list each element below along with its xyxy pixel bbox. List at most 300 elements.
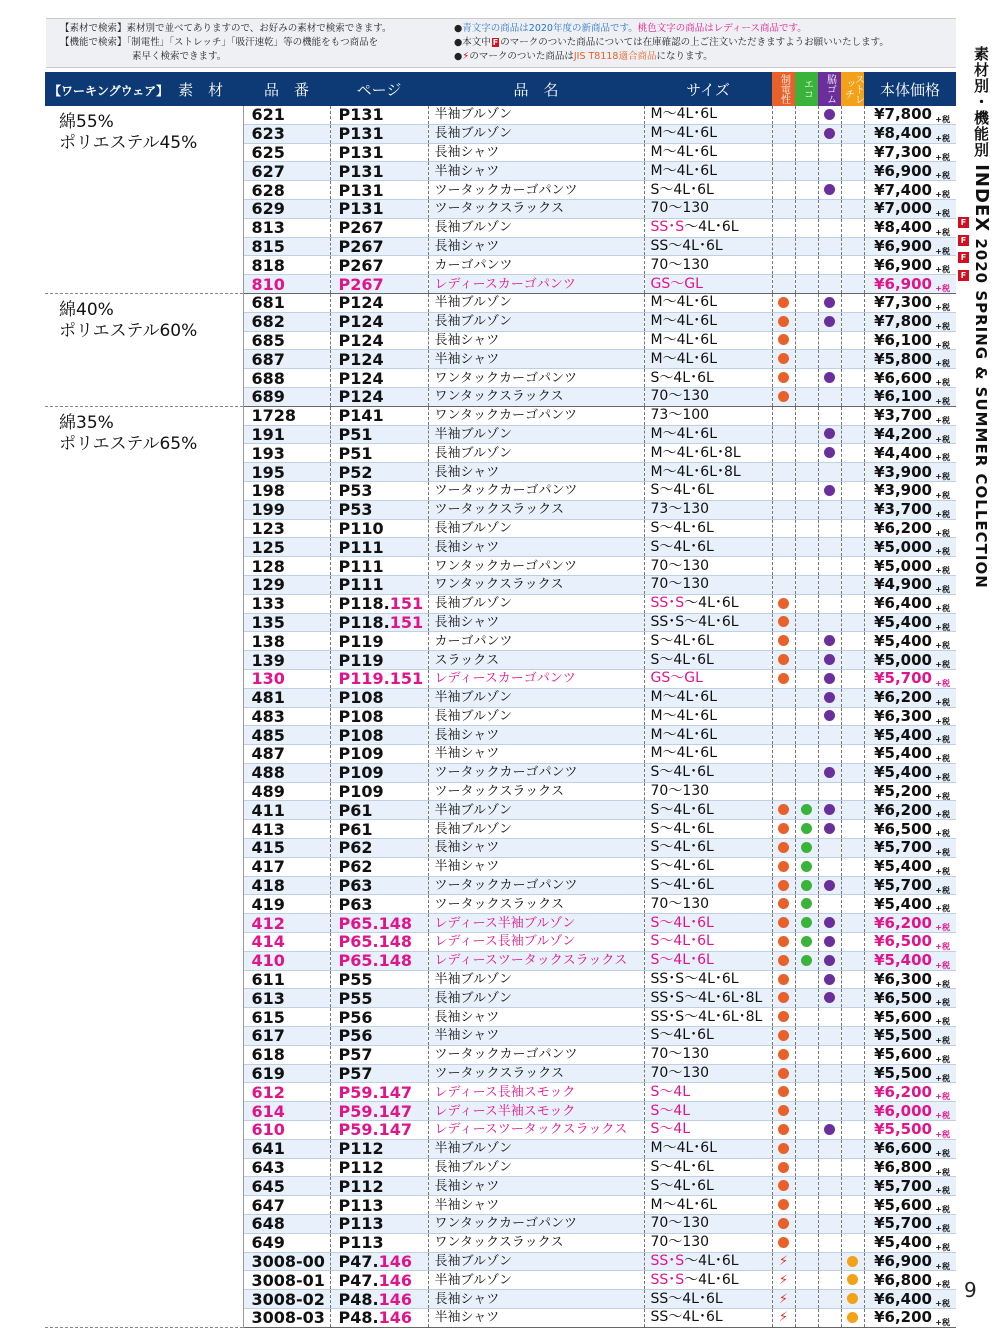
- tax-label: +税: [935, 942, 950, 952]
- item-name: 長袖ブルゾン: [428, 444, 644, 463]
- item-name: 長袖ブルゾン: [428, 519, 644, 538]
- page-ref-text: P131: [338, 180, 384, 200]
- price-value: ¥6,200: [874, 688, 932, 707]
- price-value: ¥6,300: [874, 707, 932, 725]
- item-price: [864, 557, 956, 576]
- antistatic-dot-icon: [778, 297, 789, 308]
- side-elastic-flag: [818, 557, 841, 576]
- item-price: [864, 199, 956, 218]
- size-text: 70〜130: [650, 557, 710, 574]
- antistatic-flag: [772, 1027, 795, 1046]
- antistatic-flag: [772, 613, 795, 632]
- item-name: ツータックカーゴパンツ: [428, 1045, 644, 1064]
- price-value: ¥3,900: [874, 462, 932, 481]
- tax-label: +税: [935, 754, 950, 764]
- page-ref-text: P109: [338, 782, 384, 801]
- size-text: S〜4L･6L: [650, 632, 714, 649]
- page-ref: [330, 1290, 428, 1309]
- stretch-flag: [841, 1008, 864, 1027]
- size-text: S〜4L･6L: [650, 1027, 714, 1044]
- stretch-flag: [841, 1252, 864, 1271]
- antistatic-flag: [772, 707, 795, 726]
- stretch-flag: [841, 1177, 864, 1196]
- antistatic-flag: [772, 688, 795, 707]
- item-name: ツータックカーゴパンツ: [428, 481, 644, 500]
- side-elastic-flag: [818, 1309, 841, 1328]
- side-elastic-flag: [818, 726, 841, 745]
- item-code: 139: [243, 651, 330, 670]
- antistatic-flag: [772, 669, 795, 688]
- item-name: 半袖ブルゾン: [428, 1271, 644, 1290]
- item-code: 1728: [243, 406, 330, 425]
- stretch-flag: [841, 839, 864, 858]
- item-size: [644, 350, 772, 369]
- item-size: [644, 106, 772, 124]
- price-value: ¥6,500: [874, 932, 932, 951]
- side-elastic-flag: [818, 782, 841, 801]
- bullet: ●: [454, 51, 463, 62]
- item-price: [864, 970, 956, 989]
- page-ref-text: P59.147: [338, 1120, 412, 1140]
- side-title: [968, 46, 992, 589]
- size-text: S〜4L･6L: [650, 914, 714, 931]
- antistatic-flag: [772, 331, 795, 350]
- item-size: [644, 256, 772, 275]
- eco-flag: [795, 820, 818, 839]
- size-text: SS〜4L･6L: [650, 1309, 723, 1326]
- stretch-flag: [841, 594, 864, 613]
- page-ref: [330, 575, 428, 594]
- page-ref-text: P108: [338, 725, 384, 745]
- tax-label: +税: [935, 1205, 950, 1215]
- item-price: [864, 613, 956, 632]
- header-stretch: ストレッチ: [842, 74, 864, 104]
- item-name: 長袖ブルゾン: [428, 594, 644, 613]
- item-size: [644, 1121, 772, 1140]
- side-elastic-dot-icon: [824, 936, 835, 947]
- eco-flag: [795, 143, 818, 162]
- size-text: M〜4L･6L: [650, 294, 717, 311]
- page-number: 9: [964, 1278, 977, 1302]
- antistatic-dot-icon: [778, 823, 789, 834]
- tax-label: +税: [935, 1167, 950, 1177]
- stretch-flag: [841, 951, 864, 970]
- page-ref-text: P267: [338, 255, 384, 275]
- price-value: ¥6,200: [874, 1308, 932, 1327]
- page-ref-text: P53: [338, 500, 373, 520]
- tax-label: +税: [935, 115, 950, 124]
- stretch-flag: [841, 406, 864, 425]
- stretch-flag: [841, 782, 864, 801]
- page-ref-text: P267: [338, 274, 384, 294]
- page-ref-text: P59.147: [338, 1101, 412, 1121]
- page-ref: [330, 970, 428, 989]
- stretch-flag: [841, 557, 864, 576]
- eco-flag: [795, 575, 818, 594]
- side-elastic-flag: [818, 688, 841, 707]
- stretch-dot-icon: [847, 1312, 858, 1323]
- item-price: [864, 218, 956, 237]
- item-code: 621: [243, 106, 330, 124]
- size-text: M〜4L･6L: [650, 162, 717, 179]
- item-code: 3008-01: [243, 1271, 330, 1290]
- side-elastic-flag: [818, 707, 841, 726]
- page-ref: [330, 1083, 428, 1102]
- item-price: [864, 1309, 956, 1328]
- item-code: 625: [243, 143, 330, 162]
- item-size: [644, 275, 772, 294]
- item-size: [644, 1064, 772, 1083]
- side-elastic-flag: [818, 1196, 841, 1215]
- f-mark-icon: F: [958, 252, 969, 263]
- item-name: 長袖シャツ: [428, 1290, 644, 1309]
- page-ref: [330, 1027, 428, 1046]
- stretch-flag: [841, 181, 864, 200]
- page-ref-text: P118.: [338, 613, 390, 632]
- page-ref-text: P55: [338, 970, 373, 989]
- price-value: ¥7,300: [874, 293, 932, 312]
- antistatic-dot-icon: [778, 992, 789, 1003]
- tax-label: +税: [935, 208, 950, 218]
- item-code: 123: [243, 519, 330, 538]
- item-name: ワンタックスラックス: [428, 387, 644, 406]
- note-text: になります。: [656, 51, 713, 62]
- item-code: 3008-02: [243, 1290, 330, 1309]
- item-size: [644, 782, 772, 801]
- item-price: [864, 1233, 956, 1252]
- page-ref: [330, 143, 428, 162]
- size-text: 73〜130: [650, 501, 710, 518]
- note-jis: [454, 50, 713, 63]
- price-value: ¥5,700: [874, 838, 932, 857]
- page-ref: [330, 387, 428, 406]
- size-ladies: SS･S: [650, 1253, 685, 1269]
- price-value: ¥6,900: [874, 237, 932, 255]
- size-text: S〜4L･6L: [650, 538, 714, 555]
- item-size: [644, 425, 772, 444]
- side-elastic-flag: [818, 1064, 841, 1083]
- size-text: 70〜130: [650, 1046, 710, 1063]
- material-line: ポリエステル45%: [59, 133, 198, 153]
- page-ref: [330, 707, 428, 726]
- antistatic-flag: [772, 218, 795, 237]
- page-ref-text: P65.148: [338, 932, 412, 952]
- eco-flag: [795, 1064, 818, 1083]
- tax-label: +税: [935, 1036, 950, 1046]
- item-name: ツータックカーゴパンツ: [428, 181, 644, 200]
- item-size: [644, 143, 772, 162]
- item-code: 643: [243, 1158, 330, 1177]
- side-elastic-dot-icon: [824, 485, 835, 496]
- side-title-collection: 2020 SPRING & SUMMER COLLECTION: [972, 238, 990, 589]
- side-elastic-flag: [818, 500, 841, 519]
- antistatic-flag: [772, 124, 795, 143]
- tax-label: +税: [935, 340, 950, 350]
- page-ref-text: P63: [338, 894, 373, 914]
- eco-flag: [795, 707, 818, 726]
- page-ref: [330, 1271, 428, 1290]
- item-name: レディースカーゴパンツ: [428, 669, 644, 688]
- page-ref-text: P112: [338, 1158, 384, 1177]
- eco-flag: [795, 369, 818, 388]
- antistatic-flag: [772, 726, 795, 745]
- item-price: [864, 538, 956, 557]
- item-price: [864, 293, 956, 312]
- item-code: 645: [243, 1177, 330, 1196]
- f-mark-icon: F: [958, 217, 969, 228]
- side-elastic-flag: [818, 331, 841, 350]
- antistatic-dot-icon: [778, 917, 789, 928]
- material-line: 綿40%: [59, 299, 114, 320]
- page-ref-text: P119: [338, 631, 384, 651]
- eco-flag: [795, 1008, 818, 1027]
- size-text: 70〜130: [650, 1234, 710, 1251]
- size-text: M〜4L･6L: [650, 313, 717, 330]
- page-ref: [330, 613, 428, 632]
- table-header: [45, 72, 956, 106]
- item-price: [864, 1008, 956, 1027]
- item-price: [864, 669, 956, 688]
- eco-flag: [795, 801, 818, 820]
- tax-label: +税: [935, 678, 950, 688]
- stretch-flag: [841, 613, 864, 632]
- side-elastic-dot-icon: [824, 297, 835, 308]
- side-elastic-flag: [818, 406, 841, 425]
- item-size: [644, 613, 772, 632]
- side-elastic-flag: [818, 839, 841, 858]
- antistatic-flag: [772, 895, 795, 914]
- antistatic-flag: [772, 481, 795, 500]
- item-size: [644, 124, 772, 143]
- price-value: ¥3,900: [874, 481, 932, 500]
- side-elastic-flag: [818, 143, 841, 162]
- item-size: [644, 1233, 772, 1252]
- item-size: [644, 312, 772, 331]
- antistatic-dot-icon: [778, 673, 789, 684]
- page-ref-ladies: 146: [378, 1289, 412, 1309]
- item-name: ワンタックカーゴパンツ: [428, 557, 644, 576]
- price-value: ¥3,700: [874, 406, 932, 425]
- price-value: ¥6,900: [874, 274, 932, 293]
- note-text: ●本文中: [454, 37, 491, 48]
- stretch-flag: [841, 500, 864, 519]
- item-price: [864, 632, 956, 651]
- f-mark-icon: F: [492, 38, 499, 47]
- side-elastic-flag: [818, 1158, 841, 1177]
- page-ref-text: P56: [338, 1026, 373, 1046]
- page-ref: [330, 1158, 428, 1177]
- price-value: ¥5,600: [874, 1045, 932, 1064]
- eco-flag: [795, 387, 818, 406]
- tax-label: +税: [935, 960, 950, 970]
- page-ref: [330, 425, 428, 444]
- side-elastic-flag: [818, 181, 841, 200]
- page-ref: [330, 1309, 428, 1328]
- tax-label: +税: [935, 509, 950, 519]
- item-price: [864, 275, 956, 294]
- header-antistatic: 制電性: [772, 72, 795, 106]
- antistatic-dot-icon: [778, 1030, 789, 1041]
- page-ref: [330, 1064, 428, 1083]
- price-value: ¥5,500: [874, 1064, 932, 1083]
- item-code: 3008-00: [243, 1252, 330, 1271]
- eco-flag: [795, 613, 818, 632]
- item-name: 半袖シャツ: [428, 1309, 644, 1328]
- stretch-flag: [841, 688, 864, 707]
- eco-flag: [795, 1121, 818, 1140]
- item-code: 191: [243, 425, 330, 444]
- item-size: [644, 218, 772, 237]
- size-text: M〜4L･6L･8L: [650, 444, 741, 461]
- page-ref-text: P108: [338, 707, 384, 726]
- size-text: S〜4L･6L: [650, 369, 714, 386]
- antistatic-flag: [772, 1177, 795, 1196]
- stretch-flag: [841, 707, 864, 726]
- eco-flag: [795, 350, 818, 369]
- stretch-flag: [841, 1102, 864, 1121]
- page-ref: [330, 1045, 428, 1064]
- size-text: M〜4L･6L: [650, 689, 717, 706]
- item-size: [644, 895, 772, 914]
- page-ref-text: P59.147: [338, 1082, 412, 1102]
- antistatic-dot-icon: [778, 1143, 789, 1154]
- size-text: S〜4L･6L: [650, 651, 714, 668]
- antistatic-dot-icon: [778, 598, 789, 609]
- item-price: [864, 989, 956, 1008]
- eco-flag: [795, 951, 818, 970]
- item-size: [644, 801, 772, 820]
- item-price: [864, 500, 956, 519]
- item-size: [644, 481, 772, 500]
- note-new-items: 青文字の商品は2020年度の新商品です。: [462, 23, 638, 34]
- page-ref: [330, 181, 428, 200]
- antistatic-flag: [772, 1309, 795, 1328]
- price-value: ¥5,600: [874, 1007, 932, 1026]
- stretch-flag: [841, 162, 864, 181]
- stretch-flag: [841, 895, 864, 914]
- tax-label: +税: [935, 378, 950, 388]
- item-size: [644, 1215, 772, 1234]
- size-text: 〜4L･6L: [684, 595, 739, 612]
- side-elastic-flag: [818, 1177, 841, 1196]
- eco-flag: [795, 1083, 818, 1102]
- stretch-flag: [841, 970, 864, 989]
- antistatic-flag: [772, 839, 795, 858]
- item-name: 長袖ブルゾン: [428, 989, 644, 1008]
- page-ref-text: P57: [338, 1045, 373, 1065]
- page-ref: [330, 369, 428, 388]
- item-price: [864, 106, 956, 124]
- side-elastic-dot-icon: [824, 128, 835, 139]
- page-ref-text: P131: [338, 199, 384, 219]
- antistatic-flag: [772, 519, 795, 538]
- item-name: レディース長袖スモック: [428, 1083, 644, 1102]
- eco-flag: [795, 1139, 818, 1158]
- side-elastic-dot-icon: [824, 917, 835, 928]
- item-code: 810: [243, 275, 330, 294]
- antistatic-flag: [772, 876, 795, 895]
- price-value: ¥5,000: [874, 556, 932, 575]
- tax-label: +税: [935, 528, 950, 538]
- price-value: ¥6,500: [874, 988, 932, 1007]
- price-value: ¥6,200: [874, 1082, 932, 1101]
- item-name: 半袖シャツ: [428, 350, 644, 369]
- antistatic-flag: [772, 1252, 795, 1271]
- page-ref-text: P56: [338, 1007, 373, 1027]
- antistatic-flag: [772, 406, 795, 425]
- item-price: [864, 1196, 956, 1215]
- eco-dot-icon: [801, 804, 812, 815]
- item-name: スラックス: [428, 651, 644, 670]
- antistatic-flag: [772, 857, 795, 876]
- page-ref-text: P62: [338, 857, 373, 877]
- page-ref: [330, 782, 428, 801]
- antistatic-flag: [772, 989, 795, 1008]
- header-name: 品 名: [428, 72, 644, 106]
- price-value: ¥6,300: [874, 970, 932, 989]
- price-value: ¥7,300: [874, 143, 932, 161]
- page-ref: [330, 218, 428, 237]
- item-name: 長袖シャツ: [428, 463, 644, 482]
- item-name: 半袖シャツ: [428, 1196, 644, 1215]
- page-ref: [330, 726, 428, 745]
- item-name: ワンタックカーゴパンツ: [428, 369, 644, 388]
- price-value: ¥7,400: [874, 180, 932, 199]
- eco-flag: [795, 538, 818, 557]
- item-price: [864, 387, 956, 406]
- header-code: 品 番: [243, 72, 330, 106]
- size-text: S〜4L: [650, 1083, 691, 1100]
- tax-label: +税: [935, 1224, 950, 1234]
- item-price: [864, 1102, 956, 1121]
- eco-flag: [795, 162, 818, 181]
- price-value: ¥5,700: [874, 1176, 932, 1195]
- eco-flag: [795, 293, 818, 312]
- size-text: 〜4L･6L: [684, 1253, 739, 1269]
- item-price: [864, 951, 956, 970]
- tax-label: +税: [935, 321, 950, 331]
- item-size: [644, 951, 772, 970]
- tax-label: +税: [935, 603, 950, 613]
- stretch-dot-icon: [847, 1256, 858, 1267]
- tax-label: +税: [935, 396, 950, 406]
- stretch-flag: [841, 387, 864, 406]
- side-elastic-dot-icon: [824, 974, 835, 985]
- price-value: ¥6,000: [874, 1101, 932, 1120]
- eco-flag: [795, 500, 818, 519]
- tax-label: +税: [935, 998, 950, 1008]
- size-text: S〜4L･6L: [650, 801, 714, 818]
- stretch-flag: [841, 632, 864, 651]
- item-name: ツータックスラックス: [428, 782, 644, 801]
- side-elastic-flag: [818, 745, 841, 764]
- item-name: ワンタックスラックス: [428, 1233, 644, 1252]
- stretch-flag: [841, 481, 864, 500]
- stretch-dot-icon: [847, 1293, 858, 1304]
- tax-label: +税: [935, 697, 950, 707]
- side-elastic-flag: [818, 387, 841, 406]
- size-text: M〜4L･6L: [650, 1196, 717, 1213]
- page-ref-text: P124: [338, 368, 384, 388]
- side-elastic-flag: [818, 801, 841, 820]
- size-text: M〜4L･6L: [650, 726, 717, 743]
- stretch-flag: [841, 726, 864, 745]
- stretch-flag: [841, 218, 864, 237]
- antistatic-dot-icon: [778, 1011, 789, 1022]
- stretch-flag: [841, 1271, 864, 1290]
- stretch-flag: [841, 1045, 864, 1064]
- item-price: [864, 876, 956, 895]
